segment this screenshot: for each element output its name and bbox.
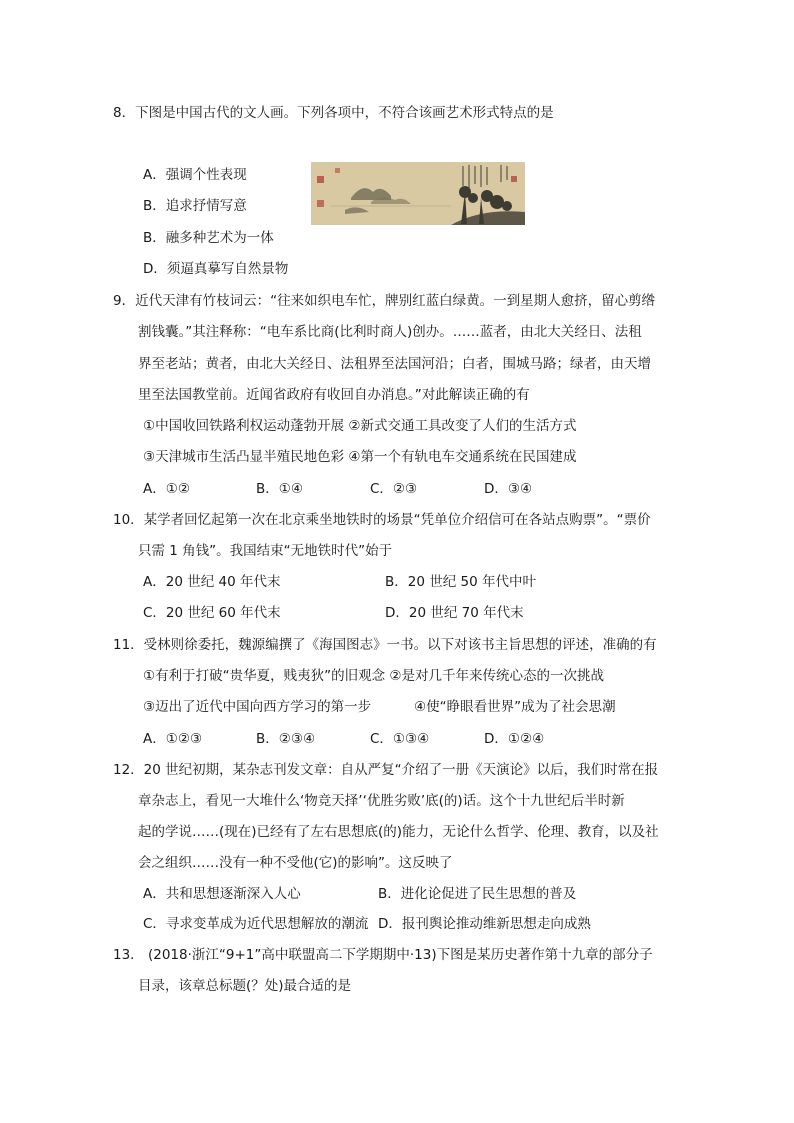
q11-option-a: A．①②③ (143, 731, 203, 747)
q12-option-b: B．进化论促进了民生思想的普及 (378, 886, 577, 902)
literati-painting-image (311, 162, 525, 225)
q10-option-a: A．20 世纪 40 年代末 (143, 574, 281, 590)
q12-line-4: 会之组织……没有一种不受他(它)的影响”。这反映了 (138, 855, 453, 871)
q10-option-c: C．20 世纪 60 年代末 (143, 605, 281, 621)
q12-line-1: 12．20 世纪初期，某杂志刊发文章：自从严复“介绍了一册《天演论》以后，我们时常在报 (113, 762, 659, 778)
q9-statement-1: ①中国收回铁路利权运动蓬勃开展 ②新式交通工具改变了人们的生活方式 (143, 418, 577, 434)
q13-line-2: 目录，该章总标题(？处)最合适的是 (138, 978, 352, 994)
q9-option-d: D．③④ (484, 481, 533, 497)
q11-statement-1: ①有利于打破“贵华夏，贱夷狄”的旧观念 ②是对几千年来传统心态的一次挑战 (143, 668, 604, 684)
q12-option-c: C．寻求变革成为近代思想解放的潮流 (143, 916, 369, 932)
q8-option-c: B．融多种艺术为一体 (143, 230, 274, 246)
q9-line-4: 里至法国教堂前。近闻省政府有收回自办消息。”对此解读正确的有 (138, 387, 530, 403)
q11-option-b: B．②③④ (256, 731, 316, 747)
q9-option-b: B．①④ (256, 481, 303, 497)
q13-line-1: 13． (2018·浙江“9+1”高中联盟高二下学期期中·13)下图是某历史著作第十九章的部分子 (113, 947, 653, 963)
q10-line-2: 只需 1 角钱”。我国结束“无地铁时代”始于 (138, 543, 393, 559)
q9-option-a: A．①② (143, 481, 190, 497)
q11-statement-3: ③迈出了近代中国向西方学习的第一步 (143, 699, 372, 715)
q8-option-b: B．追求抒情写意 (143, 198, 247, 214)
q9-line-1: 9．近代天津有竹枝词云：“往来如织电车忙，牌别红蓝白绿黄。一到星期人愈挤，留心剪绺 (113, 293, 656, 309)
q12-option-d: D．报刊舆论推动维新思想走向成熟 (378, 916, 591, 932)
landscape-painting-illustration (311, 162, 525, 225)
q10-line-1: 10．某学者回忆起第一次在北京乘坐地铁时的场景“凭单位介绍信可在各站点购票”。“票价 (113, 512, 651, 528)
q9-line-2: 割钱囊。”其注释称：“电车系比商(比利时商人)创办。……蓝者，由北大关经日、法租 (138, 324, 642, 340)
q9-option-c: C．②③ (370, 481, 418, 497)
q12-option-a: A．共和思想逐渐深入人心 (143, 886, 301, 902)
q11-option-c: C．①③④ (370, 731, 430, 747)
q8-option-d: D．须逼真摹写自然景物 (143, 261, 289, 277)
q11-statement-4: ④使“睁眼看世界”成为了社会思潮 (414, 699, 616, 715)
q11-option-d: D．①②④ (484, 731, 545, 747)
q11-stem: 11．受林则徐委托，魏源编撰了《海国图志》一书。以下对该书主旨思想的评述，准确的有 (113, 637, 657, 653)
q10-option-b: B．20 世纪 50 年代中叶 (385, 574, 536, 590)
q9-line-3: 界至老站；黄者，由北大关经日、法租界至法国河沿；白者，围城马路；绿者，由天增 (138, 356, 651, 372)
q8-option-a: A．强调个性表现 (143, 167, 247, 183)
q10-option-d: D．20 世纪 70 年代末 (385, 605, 524, 621)
q12-line-2: 章杂志上，看见一大堆什么‘物竞天择’‘优胜劣败’底(的)话。这个十九世纪后半时新 (138, 793, 625, 809)
q9-statement-2: ③天津城市生活凸显半殖民地色彩 ④第一个有轨电车交通系统在民国建成 (143, 449, 577, 465)
q12-line-3: 起的学说……(现在)已经有了左右思想底(的)能力，无论什么哲学、伦理、教育，以及社 (138, 824, 659, 840)
q8-stem: 8．下图是中国古代的文人画。下列各项中，不符合该画艺术形式特点的是 (113, 105, 554, 121)
